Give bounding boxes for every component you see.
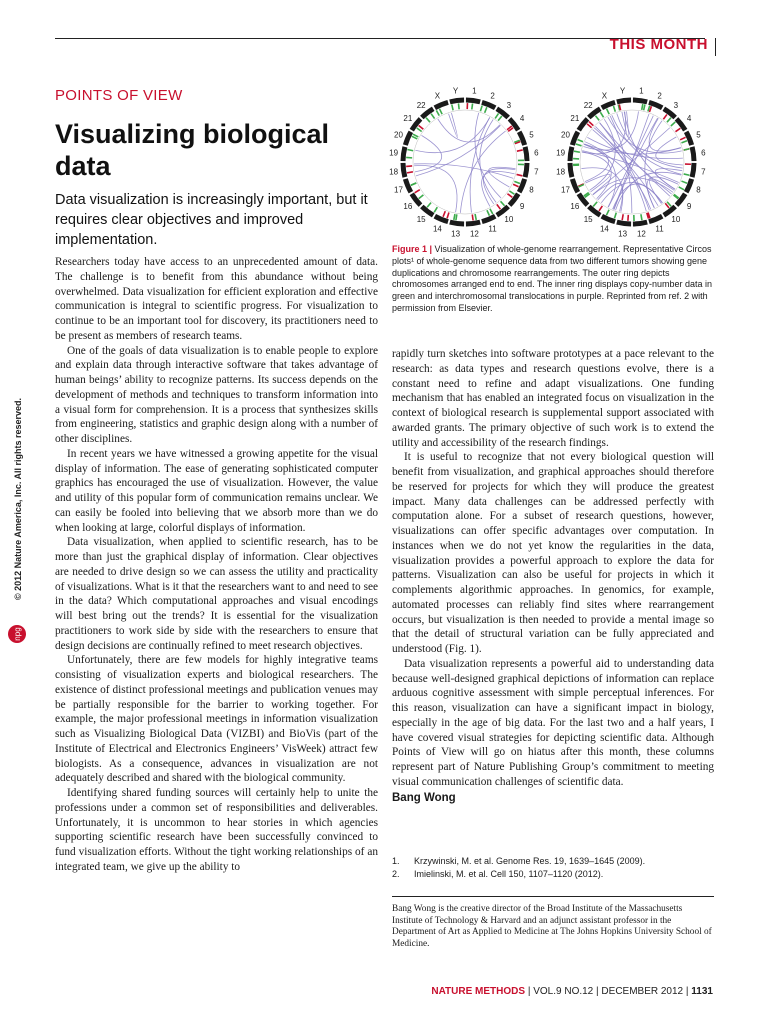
chromosome-segment bbox=[525, 163, 527, 177]
copy-number-mark bbox=[574, 151, 580, 152]
copy-number-mark bbox=[622, 214, 623, 220]
chromosome-segment bbox=[676, 194, 685, 205]
chromosome-segment bbox=[617, 222, 631, 224]
chromosome-segment bbox=[403, 147, 405, 161]
copy-number-mark bbox=[458, 103, 459, 109]
copy-number-mark bbox=[501, 201, 505, 205]
chromosome-segment bbox=[412, 119, 421, 130]
chromosome-segment bbox=[664, 206, 675, 215]
chromosome-label: 14 bbox=[599, 224, 609, 234]
page-footer: NATURE METHODS | VOL.9 NO.12 | DECEMBER 2012 | 1131 bbox=[431, 986, 713, 997]
copy-number-mark bbox=[680, 137, 685, 140]
chromosome-label: 9 bbox=[519, 201, 525, 211]
chromosome-segment bbox=[692, 147, 694, 161]
chromosome-segment bbox=[589, 206, 600, 215]
translocation-link bbox=[489, 167, 516, 187]
copy-number-mark bbox=[456, 214, 457, 220]
chromosome-segment bbox=[482, 102, 495, 107]
copy-number-mark bbox=[681, 181, 687, 183]
copy-number-mark bbox=[431, 114, 434, 119]
copy-number-mark bbox=[452, 105, 453, 111]
chromosome-label: X bbox=[601, 91, 608, 101]
chromosome-segment bbox=[602, 216, 615, 221]
copy-number-mark bbox=[517, 150, 523, 151]
figure-caption-text: Visualization of whole-genome rearrangement. Representative Circos plots¹ of whole-genome sequence data from two different tumors showing gene duplications and chromosome rearrangements. The outer ring depicts chromosomes arranged end to end. The inner ring displays copy-number data in green and interchromosomal translocations in purple. Reprinted from ref. 2 with permission from Elsevier. bbox=[392, 244, 713, 313]
translocation-link bbox=[438, 119, 500, 142]
chromosome-segment bbox=[676, 119, 685, 130]
section-tag-divider bbox=[715, 38, 716, 56]
chromosome-label: 16 bbox=[570, 201, 580, 211]
chromosome-label: 21 bbox=[403, 114, 413, 124]
chromosome-label: 15 bbox=[583, 215, 593, 225]
chromosome-segment bbox=[519, 132, 524, 145]
chromosome-label: 7 bbox=[701, 167, 706, 177]
chromosome-label: 6 bbox=[701, 148, 706, 158]
copy-number-mark bbox=[517, 174, 523, 175]
chromosome-segment bbox=[589, 109, 600, 118]
copy-number-mark bbox=[667, 118, 671, 123]
page-number: 1131 bbox=[691, 986, 713, 997]
copy-number-mark bbox=[447, 213, 449, 219]
chromosome-label: 4 bbox=[519, 114, 525, 124]
references bbox=[392, 855, 714, 880]
reference-item: 2. Imielinski, M. et al. Cell 150, 1107–1120 (2012). bbox=[392, 868, 604, 879]
chromosome-label: 14 bbox=[432, 224, 442, 234]
chromosome-label: 3 bbox=[506, 100, 512, 110]
chromosome-segment bbox=[572, 179, 577, 192]
copy-number-mark bbox=[593, 202, 597, 207]
header-rule bbox=[55, 38, 705, 39]
chromosome-segment bbox=[466, 222, 480, 224]
copy-number-mark bbox=[427, 203, 431, 208]
translocation-link bbox=[415, 135, 442, 171]
copy-number-mark bbox=[419, 125, 424, 129]
copy-number-mark bbox=[599, 206, 602, 211]
chromosome-segment bbox=[633, 100, 647, 102]
translocation-link bbox=[613, 184, 663, 209]
chromosome-label: 12 bbox=[636, 229, 646, 239]
chromosome-segment bbox=[525, 147, 527, 161]
translocation-link bbox=[601, 182, 662, 202]
copy-number-mark bbox=[487, 210, 489, 215]
author-bio: Bang Wong is the creative director of the Broad Institute of the Massachusetts Institute of Technology & Harvard and an adjunct assistant professor in the Department of Art as Applied to Medicine at The Johns Hopkins University School of Medicine. bbox=[392, 904, 712, 949]
chromosome-label: 1 bbox=[639, 86, 644, 96]
chromosome-segment bbox=[497, 109, 508, 118]
chromosome-label: Y bbox=[619, 86, 626, 96]
chromosome-label: 19 bbox=[389, 148, 399, 158]
copy-number-mark bbox=[684, 149, 690, 150]
paragraph: One of the goals of data visualization is to enable people to explore and explain data through interactive software that takes advantage of human beings’ ability to recognize patterns. Its success depends on the development of methods and techniques to transform information into a visual form for comprehension. It is a process that synthesizes skills from engineering, statistics and graphic design along with a number of other disciplines. bbox=[55, 344, 378, 445]
paragraph: Data visualization represents a powerful aid to understanding data because well-designed graphical depictions of information can replace arduous cognitive assessment with simple perceptual inferences. For this reason, visualization can have a significant impact in biology, especially in the age of big data. For the last two and a half years, I have covered visual strategies for depicting scientific data. Although Points of View will go on hiatus after this month, these columns represent part of Nature Publishing Group’s commitment to meeting visual communication challenges of scientific data. bbox=[392, 657, 714, 788]
chromosome-segment bbox=[450, 222, 464, 224]
copy-number-mark bbox=[472, 214, 473, 220]
translocation-link bbox=[608, 117, 682, 153]
translocation-link bbox=[415, 117, 489, 152]
chromosome-label: 2 bbox=[657, 91, 662, 101]
chromosome-label: 5 bbox=[529, 130, 534, 140]
chromosome-label: 13 bbox=[451, 229, 461, 239]
chromosome-label: 8 bbox=[529, 185, 534, 195]
npg-logo: npg bbox=[8, 625, 26, 643]
inner-ring bbox=[413, 110, 517, 214]
chromosome-label: 16 bbox=[403, 201, 413, 211]
chromosome-label: 15 bbox=[416, 215, 426, 225]
paragraph: It is useful to recognize that not every biological question will benefit from visualization, and graphical approaches should therefore be reserved for projects for which they will produce the greatest impact. Many data challenges can be addressed perfectly with computation alone. For a subset of research questions, however, visualizations can offer specific advantages over computation. In instances when we do not yet know the regularities in the data, visualization provides a powerful approach to explore the data for patterns. Visualization can also be useful for projects in which it complements algorithmic approaches. In genomics, for example, automated processes can reliably find sites where rearrangement occurs, but visualization is then needed to provide a mental image so that the detail of structural variation can be fully appreciated and understood (Fig. 1). bbox=[392, 451, 714, 655]
copy-number-mark bbox=[607, 109, 610, 114]
chromosome-segment bbox=[466, 100, 480, 102]
copy-number-mark bbox=[498, 116, 502, 121]
chromosome-segment bbox=[450, 100, 464, 102]
chromosome-segment bbox=[482, 216, 495, 221]
chromosome-label: 9 bbox=[686, 201, 692, 211]
column-name: POINTS OF VIEW bbox=[55, 87, 183, 104]
chromosome-label: 10 bbox=[504, 215, 514, 225]
copyright-notice: © 2012 Nature America, Inc. All rights reserved. bbox=[13, 397, 23, 600]
reference-item: 1. Krzywinski, M. et al. Genome Res. 19, 1639–1645 (2009). bbox=[392, 856, 646, 866]
copy-number-mark bbox=[671, 122, 675, 126]
chromosome-label: 10 bbox=[671, 215, 681, 225]
figure-circos-plots bbox=[380, 78, 720, 244]
copy-number-mark bbox=[485, 107, 487, 113]
chromosome-label: 22 bbox=[583, 100, 593, 110]
copy-number-mark bbox=[509, 191, 514, 194]
body-column-right bbox=[392, 347, 714, 805]
issue-date: DECEMBER 2012 bbox=[601, 986, 684, 997]
chromosome-segment bbox=[686, 179, 691, 192]
chromosome-label: 7 bbox=[534, 167, 539, 177]
chromosome-label: 21 bbox=[570, 114, 580, 124]
copy-number-mark bbox=[600, 112, 603, 117]
copy-number-mark bbox=[679, 187, 684, 190]
chromosome-label: 4 bbox=[686, 114, 692, 124]
copy-number-mark bbox=[642, 104, 643, 110]
copy-number-mark bbox=[411, 183, 417, 185]
copy-number-mark bbox=[475, 214, 476, 220]
chromosome-segment bbox=[633, 222, 647, 224]
copy-number-mark bbox=[606, 210, 609, 215]
chromosome-segment bbox=[412, 194, 421, 205]
figure-caption bbox=[392, 244, 714, 315]
chromosome-label: 11 bbox=[655, 224, 664, 234]
paragraph: Identifying shared funding sources will certainly help to unite the professions under a common set of responsibilities and deliverables. Unfortunately, it is uncommon to hear stories in which agencies supporting scientific research have been successfully convinced to fund visualization efforts. Without the tight working relationships of an integrated team, we give up the ability to bbox=[55, 787, 378, 873]
chromosome-label: 6 bbox=[534, 148, 539, 158]
paragraph: In recent years we have witnessed a growing appetite for the visual display of information. The ease of generating sophisticated computer graphics has encouraged the use of visualization. However, the value and utility of this popular form of communication remains unclear. We can easily be fooled into believing that we absorb more than we do when looking at large, colorful displays of information. bbox=[55, 447, 378, 534]
copy-number-mark bbox=[641, 214, 642, 220]
chromosome-label: 1 bbox=[472, 86, 477, 96]
chromosome-segment bbox=[572, 132, 577, 145]
copy-number-mark bbox=[514, 181, 520, 183]
bio-divider bbox=[392, 896, 714, 897]
copy-number-mark bbox=[415, 190, 420, 193]
chromosome-segment bbox=[617, 100, 631, 102]
copy-number-mark bbox=[440, 109, 443, 114]
translocation-link bbox=[645, 121, 662, 208]
standfirst: Data visualization is increasingly important, but it requires clear objectives and improved implementation. bbox=[55, 192, 368, 248]
chromosome-label: 8 bbox=[696, 185, 701, 195]
paragraph: Researchers today have access to an unprecedented amount of data. The challenge is to benefit from this abundance without being overwhelmed. Data visualization for efficient exploration and effective communication is integral to scientific progress. For visualization to continue to be an important tool for discovery, its practitioners need to be present as members of research teams. bbox=[55, 256, 378, 342]
copy-number-mark bbox=[472, 103, 473, 109]
copy-number-mark bbox=[684, 174, 690, 175]
chromosome-segment bbox=[570, 147, 572, 161]
copy-number-mark bbox=[436, 110, 439, 115]
chromosome-label: 22 bbox=[416, 100, 426, 110]
chromosome-label: 12 bbox=[469, 229, 479, 239]
chromosome-label: 11 bbox=[488, 224, 497, 234]
chromosome-label: 5 bbox=[696, 130, 701, 140]
translocation-link bbox=[475, 113, 501, 198]
copy-number-mark bbox=[513, 184, 518, 187]
chromosome-segment bbox=[692, 163, 694, 177]
copy-number-mark bbox=[497, 204, 501, 209]
translocation-link bbox=[584, 144, 681, 154]
translocation-link bbox=[582, 112, 626, 154]
copy-number-mark bbox=[495, 113, 498, 118]
paragraph: Data visualization, when applied to scientific research, has to be more than just the graphical display of information. Clear objectives are needed to drive design so we can assess the utility and practicality of visualizations. What is it that the researchers want to and need to see in the data? Which computational approaches and visual encodings will best bring out the trends? It is essential for the visualization practitioners to work side by side with the researchers to ensure that design decisions are continually refined to meet research objectives. bbox=[55, 536, 378, 652]
journal-name: NATURE METHODS bbox=[431, 986, 526, 997]
author-name: Bang Wong bbox=[392, 791, 456, 804]
chromosome-label: 18 bbox=[556, 167, 566, 177]
copy-number-mark bbox=[434, 207, 437, 212]
chromosome-segment bbox=[570, 163, 572, 177]
article-title: Visualizing biological data bbox=[55, 119, 330, 181]
chromosome-label: 3 bbox=[673, 100, 679, 110]
body-column-left bbox=[55, 255, 378, 875]
chromosome-label: 2 bbox=[490, 91, 495, 101]
copy-number-mark bbox=[613, 106, 615, 112]
chromosome-segment bbox=[686, 132, 691, 145]
chromosome-label: Y bbox=[452, 86, 459, 96]
translocation-link bbox=[647, 177, 678, 208]
chromosome-label: 20 bbox=[394, 130, 403, 140]
copy-number-mark bbox=[443, 211, 445, 217]
chromosome-segment bbox=[519, 179, 524, 192]
copy-number-mark bbox=[419, 195, 424, 199]
copy-number-mark bbox=[675, 128, 680, 131]
copy-number-mark bbox=[663, 114, 667, 119]
chromosome-segment bbox=[435, 102, 448, 107]
chromosome-label: 18 bbox=[389, 167, 399, 177]
translocation-link bbox=[649, 179, 674, 204]
copy-number-mark bbox=[576, 144, 582, 146]
journal-volume: VOL.9 NO.12 bbox=[533, 986, 594, 997]
section-tag: THIS MONTH bbox=[609, 36, 708, 53]
copy-number-mark bbox=[577, 140, 583, 142]
copy-number-mark bbox=[426, 118, 430, 123]
chromosome-segment bbox=[405, 179, 410, 192]
chromosome-label: 19 bbox=[556, 148, 566, 158]
copy-number-mark bbox=[614, 213, 616, 219]
copy-number-mark bbox=[454, 214, 455, 220]
chromosome-segment bbox=[435, 216, 448, 221]
chromosome-label: X bbox=[434, 91, 441, 101]
figure-label: Figure 1 | bbox=[392, 244, 433, 254]
chromosome-segment bbox=[403, 163, 405, 177]
chromosome-segment bbox=[405, 132, 410, 145]
copy-number-mark bbox=[644, 104, 645, 110]
chromosome-segment bbox=[422, 206, 433, 215]
chromosome-segment bbox=[422, 109, 433, 118]
chromosome-label: 17 bbox=[561, 185, 570, 195]
chromosome-segment bbox=[649, 216, 662, 221]
copy-number-mark bbox=[595, 116, 599, 121]
copy-number-mark bbox=[507, 194, 512, 198]
chromosome-label: 17 bbox=[394, 185, 403, 195]
chromosome-label: 20 bbox=[561, 130, 570, 140]
copy-number-mark bbox=[480, 106, 482, 112]
copy-number-mark bbox=[681, 141, 687, 143]
paragraph: Unfortunately, there are few models for highly integrative teams consisting of visualization experts and biological researchers. The existence of distinct professional meetings and publication venues may be partially responsible for the barrier to working together. For example, the major professional meetings in information visualization such as Visualizing Biological Data (VIZBI) and BioVis (part of the Institute of Electrical and Electronics Engineers’ VisWeek) attract few biologists. As a consequence, advances in visualization are not adequately described and shared with the biological community. bbox=[55, 654, 378, 785]
chromosome-segment bbox=[579, 119, 588, 130]
copy-number-mark bbox=[407, 172, 413, 173]
copy-number-mark bbox=[490, 209, 493, 214]
chromosome-label: 13 bbox=[618, 229, 628, 239]
copy-number-mark bbox=[407, 149, 413, 150]
paragraph: rapidly turn sketches into software prototypes at a pace relevant to the research: as data types and research questions evolve, there is a constant need to refine and adapt visualizations. One funding mechanism that has enabled an integrated focus on visualization in the context of biological research is supplemental support associated with awarded grants. The primary objective of such work is to extend the utility and accessibility of the research findings. bbox=[392, 348, 714, 449]
copy-number-mark bbox=[417, 128, 422, 131]
